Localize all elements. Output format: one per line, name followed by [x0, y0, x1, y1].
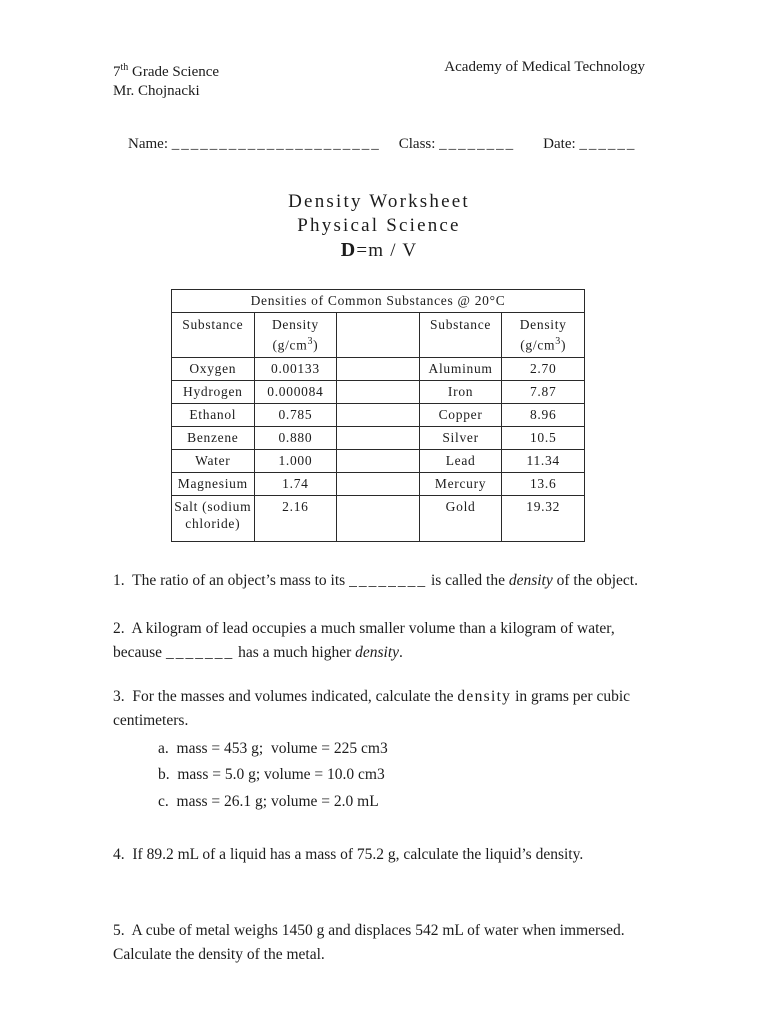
- substance-cell: Copper: [419, 403, 502, 426]
- date-label: Date:: [543, 136, 580, 152]
- table-row: [172, 495, 585, 541]
- title-block: [113, 190, 645, 263]
- table-row: [172, 472, 585, 495]
- density-cell: 13.6: [502, 472, 585, 495]
- table-header-row: [172, 313, 585, 358]
- density-formula: [113, 238, 645, 263]
- density-header-label: Density: [519, 317, 567, 332]
- item-label: a.: [158, 739, 169, 757]
- substance-cell: Aluminum: [419, 357, 502, 380]
- name-blank: ______________________: [171, 136, 381, 152]
- substance-cell: Hydrogen: [172, 380, 255, 403]
- spacer-cell: [337, 426, 420, 449]
- substance-cell: Gold: [419, 495, 502, 541]
- date-blank: ______: [579, 136, 637, 152]
- substance-cell: Magnesium: [172, 472, 255, 495]
- question-text: .: [399, 643, 403, 661]
- density-unit-close: ): [560, 337, 567, 353]
- density-cell: 8.96: [502, 403, 585, 426]
- question-2: [113, 617, 645, 665]
- spaced-term: density: [457, 687, 512, 705]
- formula-d: D: [340, 239, 357, 261]
- question-text: A cube of metal weighs 1450 g and displaces 542 mL of water when immersed. Calculate the density of the metal.: [113, 922, 629, 963]
- question-3-item-a: [158, 736, 645, 763]
- substance-cell: Ethanol: [172, 403, 255, 426]
- density-unit-sup: 3: [555, 336, 561, 347]
- density-unit-open: (g/cm: [520, 337, 556, 353]
- density-cell: 2.70: [502, 357, 585, 380]
- question-4: [113, 843, 645, 867]
- substance-cell: Benzene: [172, 426, 255, 449]
- emphasized-term: density: [355, 643, 400, 661]
- question-3-item-c: [158, 789, 645, 816]
- question-number: 2.: [113, 619, 125, 637]
- column-header-substance-right: Substance: [419, 313, 502, 358]
- question-text: in grams per cubic centimeters.: [113, 687, 634, 729]
- density-cell: 19.32: [502, 495, 585, 541]
- substance-cell: Lead: [419, 449, 502, 472]
- question-text: is called the: [427, 571, 509, 589]
- item-text: mass = 26.1 g; volume = 2.0 mL: [168, 792, 379, 810]
- table-row: [172, 403, 585, 426]
- density-cell: 0.000084: [254, 380, 337, 403]
- density-header-label: Density: [271, 317, 319, 332]
- spacer-cell: [337, 495, 420, 541]
- density-cell: 10.5: [502, 426, 585, 449]
- question-text: has a much higher: [234, 643, 356, 661]
- question-text: For the masses and volumes indicated, calculate the: [124, 687, 458, 705]
- class-field: [399, 136, 515, 152]
- question-text: If 89.2 mL of a liquid has a mass of 75.2 g, calculate the liquid’s density.: [124, 846, 584, 863]
- table-row: [172, 380, 585, 403]
- density-cell: 1.74: [254, 472, 337, 495]
- page-header: [113, 58, 645, 101]
- worksheet-title: Density Worksheet: [288, 191, 470, 212]
- answer-blank: _______: [165, 643, 235, 661]
- question-number: 4.: [113, 846, 125, 863]
- table-row: [172, 449, 585, 472]
- name-label: Name:: [128, 136, 172, 152]
- question-3-item-b: [158, 762, 645, 789]
- question-number: 5.: [113, 922, 125, 939]
- teacher-name: Mr. Chojnacki: [113, 83, 200, 99]
- question-number: 3.: [113, 687, 125, 705]
- question-1: [113, 569, 645, 593]
- substance-cell: Mercury: [419, 472, 502, 495]
- density-cell: 0.880: [254, 426, 337, 449]
- item-label: b.: [158, 766, 170, 783]
- density-cell: 0.785: [254, 403, 337, 426]
- density-unit-close: ): [313, 337, 319, 353]
- formula-rest: =m / V: [356, 240, 418, 261]
- density-table: [171, 289, 585, 542]
- spacer-cell: [337, 449, 420, 472]
- student-fields-line: [113, 119, 645, 170]
- spacer-cell: [337, 380, 420, 403]
- column-header-density-left: [254, 313, 337, 358]
- substance-cell: Salt (sodium chloride): [172, 495, 255, 541]
- name-field: [128, 136, 381, 152]
- spacer-cell: [337, 472, 420, 495]
- worksheet-subtitle: Physical Science: [297, 215, 461, 236]
- column-header-density-right: [502, 313, 585, 358]
- density-cell: 7.87: [502, 380, 585, 403]
- spacer-cell: [337, 357, 420, 380]
- substance-cell: Water: [172, 449, 255, 472]
- density-cell: 11.34: [502, 449, 585, 472]
- density-unit-sup: 3: [307, 336, 314, 347]
- item-text: mass = 5.0 g; volume = 10.0 cm3: [169, 766, 385, 783]
- course-ordinal-suffix: th: [120, 62, 129, 73]
- question-3-items: [113, 736, 645, 816]
- date-field: [543, 136, 636, 152]
- course-title: [113, 58, 219, 82]
- school-name: Academy of Medical Technology: [444, 59, 645, 75]
- question-text: of the object.: [552, 571, 638, 589]
- column-header-substance-left: Substance: [172, 313, 255, 358]
- table-row: [172, 357, 585, 380]
- question-text: The ratio of an object’s mass to its: [124, 571, 350, 589]
- spacer-column-header: [337, 313, 420, 358]
- density-cell: 0.00133: [254, 357, 337, 380]
- emphasized-term: density: [508, 571, 553, 589]
- table-caption: Densities of Common Substances @ 20°C: [172, 290, 585, 313]
- spacer-cell: [337, 403, 420, 426]
- course-number: 7: [113, 64, 121, 80]
- question-5: [113, 919, 645, 967]
- density-cell: 1.000: [254, 449, 337, 472]
- table-row: [172, 426, 585, 449]
- item-text: mass = 453 g; volume = 225 cm3: [168, 739, 388, 757]
- question-text: A kilogram of lead occupies a much smaller volume than a kilogram of water, because: [113, 619, 619, 661]
- substance-cell: Silver: [419, 426, 502, 449]
- class-blank: ________: [439, 136, 516, 152]
- density-unit-open: (g/cm: [272, 337, 308, 353]
- substance-cell: Iron: [419, 380, 502, 403]
- course-name: Grade Science: [128, 64, 220, 80]
- item-label: c.: [158, 792, 169, 810]
- answer-blank: ________: [349, 571, 428, 589]
- question-number: 1.: [113, 571, 125, 589]
- question-3: [113, 685, 645, 733]
- header-left: [113, 58, 219, 101]
- substance-cell: Oxygen: [172, 357, 255, 380]
- density-cell: 2.16: [254, 495, 337, 541]
- class-label: Class:: [398, 136, 440, 152]
- table-caption-row: [172, 290, 585, 313]
